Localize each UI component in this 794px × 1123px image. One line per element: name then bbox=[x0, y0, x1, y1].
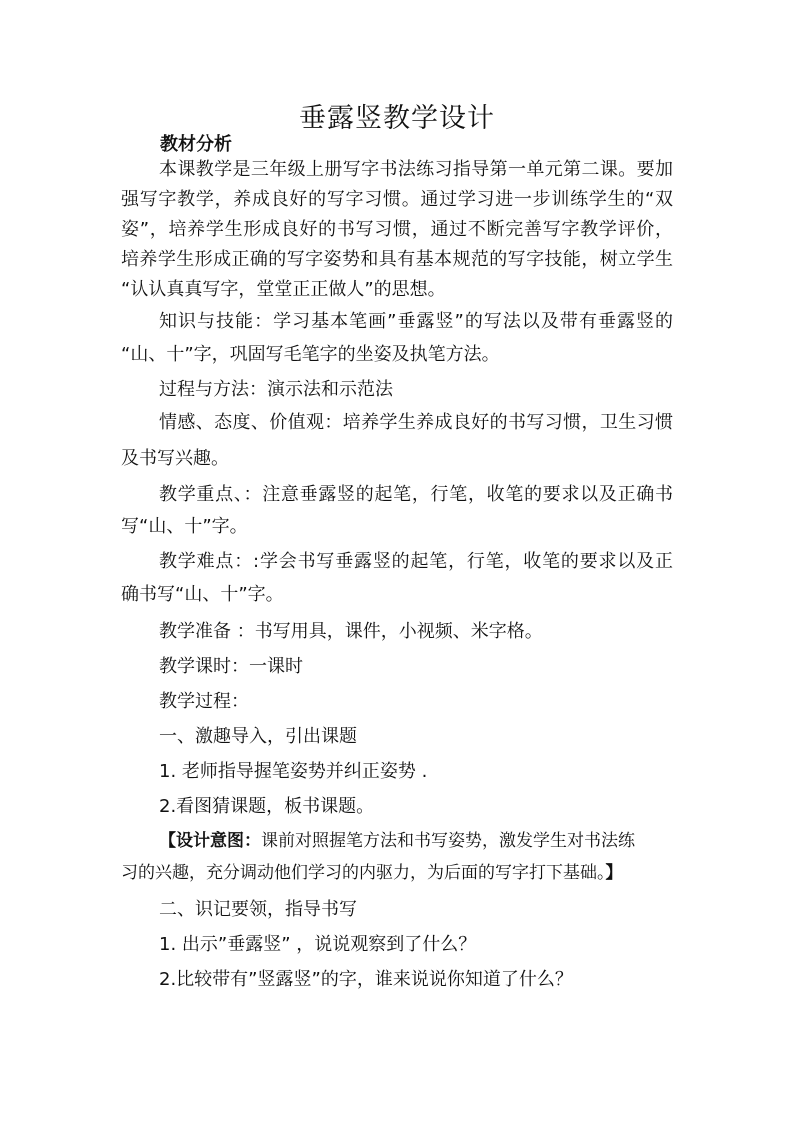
intro-line-4: 培养学生形成正确的写字姿势和具有基本规范的写字技能，树立学生 bbox=[121, 249, 673, 270]
intro-line-3: 姿”，培养学生形成良好的书写习惯，通过不断完善写字教学评价， bbox=[121, 219, 673, 240]
emotion-line-1: 情感、态度、价值观：培养学生养成良好的书写习惯，卫生习惯 bbox=[159, 412, 673, 433]
teaching-process-label: 教学过程： bbox=[159, 691, 249, 712]
difficulty-line-2: 确书写“山、十”字。 bbox=[121, 584, 284, 605]
teaching-preparation: 教学准备 ：书写用具，课件，小视频、米字格。 bbox=[159, 621, 543, 642]
step1-heading: 一、激趣导入，引出课题 bbox=[159, 726, 357, 747]
class-hours-value: 一课时 bbox=[249, 656, 303, 677]
design-intent-line-2 bbox=[121, 861, 623, 885]
step1-item-2: 2.看图猜课题，板书课题。 bbox=[159, 796, 375, 817]
key-points-line-2: 写“山、十”字。 bbox=[121, 516, 248, 537]
step2-item-1: 1. 出示”垂露竖” ，说说观察到了什么？ bbox=[159, 934, 477, 955]
design-intent-text-1: 课前对照握笔方法和书写姿势，激发学生对书法练 bbox=[261, 831, 635, 851]
design-intent-close: 】 bbox=[605, 863, 623, 883]
step2-item-2: 2.比较带有”竖露竖”的字，谁来说说你知道了什么？ bbox=[159, 969, 573, 990]
design-intent-line-1 bbox=[159, 829, 635, 853]
difficulty-line-1: 教学难点：:学会书写垂露竖的起笔，行笔，收笔的要求以及正 bbox=[159, 551, 673, 572]
intro-line-2: 强写字教学，养成良好的写字习惯。通过学习进一步训练学生的“双 bbox=[121, 189, 673, 210]
emotion-line-2: 及书写兴趣。 bbox=[121, 448, 229, 469]
design-intent-text-2: 习的兴趣，充分调动他们学习的内驱力，为后面的写字打下基础。 bbox=[121, 863, 606, 883]
section-heading: 教材分析 bbox=[160, 134, 232, 155]
knowledge-line-1: 知识与技能：学习基本笔画”垂露竖”的写法以及带有垂露竖的 bbox=[159, 311, 673, 332]
intro-line-5: “认认真真写字，堂堂正正做人”的思想。 bbox=[121, 279, 446, 300]
class-hours bbox=[159, 655, 303, 679]
step1-item-1: 1. 老师指导握笔姿势并纠正姿势 . bbox=[159, 761, 428, 782]
design-intent-label: 【设计意图： bbox=[159, 831, 261, 851]
process-method: 过程与方法：演示法和示范法 bbox=[159, 379, 393, 400]
intro-line-1: 本课教学是三年级上册写字书法练习指导第一单元第二课。要加 bbox=[159, 159, 673, 180]
class-hours-label: 教学课时： bbox=[159, 656, 249, 677]
step2-heading: 二、识记要领，指导书写 bbox=[159, 899, 357, 920]
knowledge-line-2: “山、十”字，巩固写毛笔字的坐姿及执笔方法。 bbox=[121, 344, 500, 365]
page-title: 垂露竖教学设计 bbox=[299, 103, 495, 134]
key-points-line-1: 教学重点、：注意垂露竖的起笔，行笔，收笔的要求以及正确书 bbox=[159, 484, 673, 505]
